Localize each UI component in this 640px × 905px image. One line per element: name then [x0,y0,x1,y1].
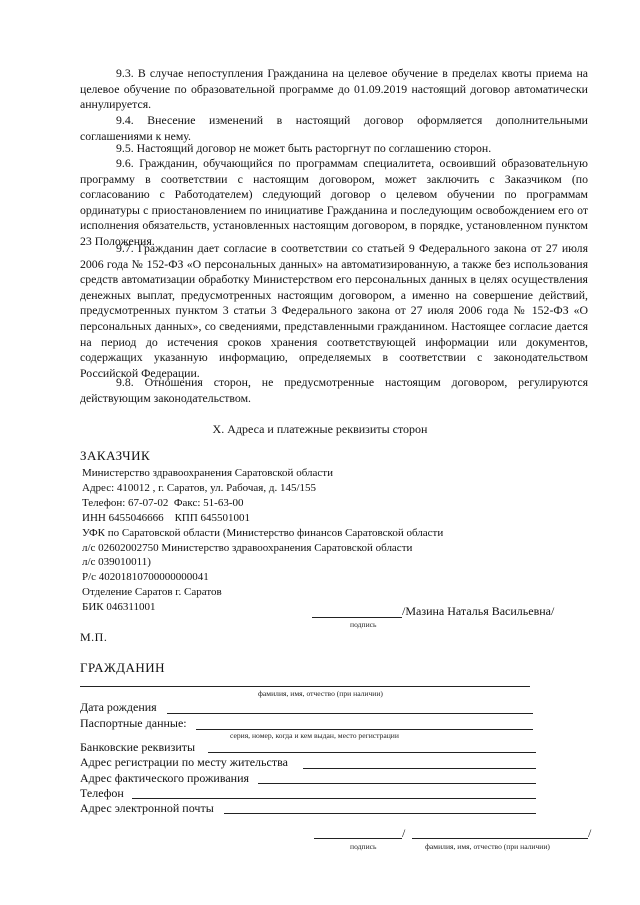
birth-date-label: Дата рождения [80,700,157,714]
customer-bik: БИК 046311001 [82,601,156,613]
customer-settlement-account: Р/с 40201810700000000041 [82,571,209,583]
paragraph-9-4: 9.4. Внесение изменений в настоящий договор оформляется дополнительными соглашениями к нему. [80,113,588,143]
citizen-name-signature-line [412,838,588,839]
phone-field[interactable] [132,798,536,799]
email-field[interactable] [224,813,536,814]
phone-label: Телефон [80,786,124,800]
citizen-label: ГРАЖДАНИН [80,660,166,675]
signature-end-separator: / [588,826,592,840]
citizen-name-caption: фамилия, имя, отчество (при наличии) [258,689,383,698]
registration-address-label: Адрес регистрации по месту жительства [80,755,288,769]
bank-details-field[interactable] [208,752,536,753]
customer-ufk: УФК по Саратовской области (Министерство финансов Саратовской области [82,527,444,539]
customer-ministry-name: Министерство здравоохранения Саратовской области [82,467,333,479]
customer-bank-branch: Отделение Саратов г. Саратов [82,586,222,598]
paragraph-9-8: 9.8. Отношения сторон, не предусмотренные настоящим договором, регулируются действующим законодательством. [80,375,588,405]
customer-phone-fax: Телефон: 67-07-02 Факс: 51-63-00 [82,497,244,509]
registration-address-field[interactable] [303,768,536,769]
customer-signature-line [312,617,402,618]
paragraph-9-7: 9.7. Гражданин дает согласие в соответствии со статьей 9 Федерального закона от 27 июля 2006 года № 152-ФЗ «О персональных данных» на автоматизированную, а также без использования средств автоматизации обработку Министерством его персональных данных в целях осуществления денежных выплат, предусмотренных настоящим договором, а именно на совершение действий, предусмотренных пунктом 3 статьи 3 Федерального закона от 27 июля 2006 года № 152-ФЗ «О персональных данных», со сведениями, представленными гражданином. Настоящее согласие дается на период до истечения сроков хранения соответствующей информации или документов, содержащих указанную информацию, определяемых в соответствии с законодательством Российской Федерации. [80,241,588,380]
customer-address: Адрес: 410012 , г. Саратов, ул. Рабочая, д. 145/155 [82,482,317,494]
paragraph-9-3: 9.3. В случае непоступления Гражданина на целевое обучение в пределах квоты приема на целевое обучение по образовательной программе до 01.09.2019 настоящий договор автоматически аннулируется. [80,66,588,112]
stamp-label: М.П. [80,630,108,644]
email-label: Адрес электронной почты [80,801,214,815]
actual-address-field[interactable] [258,783,536,784]
citizen-signature-caption: подпись [350,842,377,851]
customer-signature-caption: подпись [350,620,377,629]
customer-label: ЗАКАЗЧИК [80,448,151,463]
signature-separator: / [402,826,406,840]
customer-account-1: л/с 02602002750 Министерство здравоохранения Саратовской области [82,542,413,554]
passport-field[interactable] [196,729,533,730]
citizen-signature-line [314,838,402,839]
passport-label: Паспортные данные: [80,716,187,730]
citizen-name-line [80,686,530,687]
passport-caption: серия, номер, когда и кем выдан, место регистрации [230,731,399,740]
bank-details-label: Банковские реквизиты [80,740,196,754]
birth-date-field[interactable] [167,713,533,714]
paragraph-9-6: 9.6. Гражданин, обучающийся по программам специалитета, освоивший образовательную программу в соответствии с настоящим договором, может заключить с Заказчиком (по согласованию с Работодателем) следующий договор о целевом обучении по программам ординатуры с приостановлением по инициативе Гражданина и последующим освобождением его от исполнения обязательств, установленных настоящим договором, в порядке, установленном пунктом 23 Положения. [80,156,588,248]
customer-signatory-name: /Мазина Наталья Васильевна/ [402,604,555,618]
paragraph-9-5: 9.5. Настоящий договор не может быть расторгнут по соглашению сторон. [116,141,492,155]
citizen-name-caption-bottom: фамилия, имя, отчество (при наличии) [425,842,550,851]
section-heading: X. Адреса и платежные реквизиты сторон [212,422,428,436]
customer-inn-kpp: ИНН 6455046666 КПП 645501001 [82,512,251,524]
actual-address-label: Адрес фактического проживания [80,771,250,785]
customer-account-2: л/с 039010011) [82,556,151,568]
